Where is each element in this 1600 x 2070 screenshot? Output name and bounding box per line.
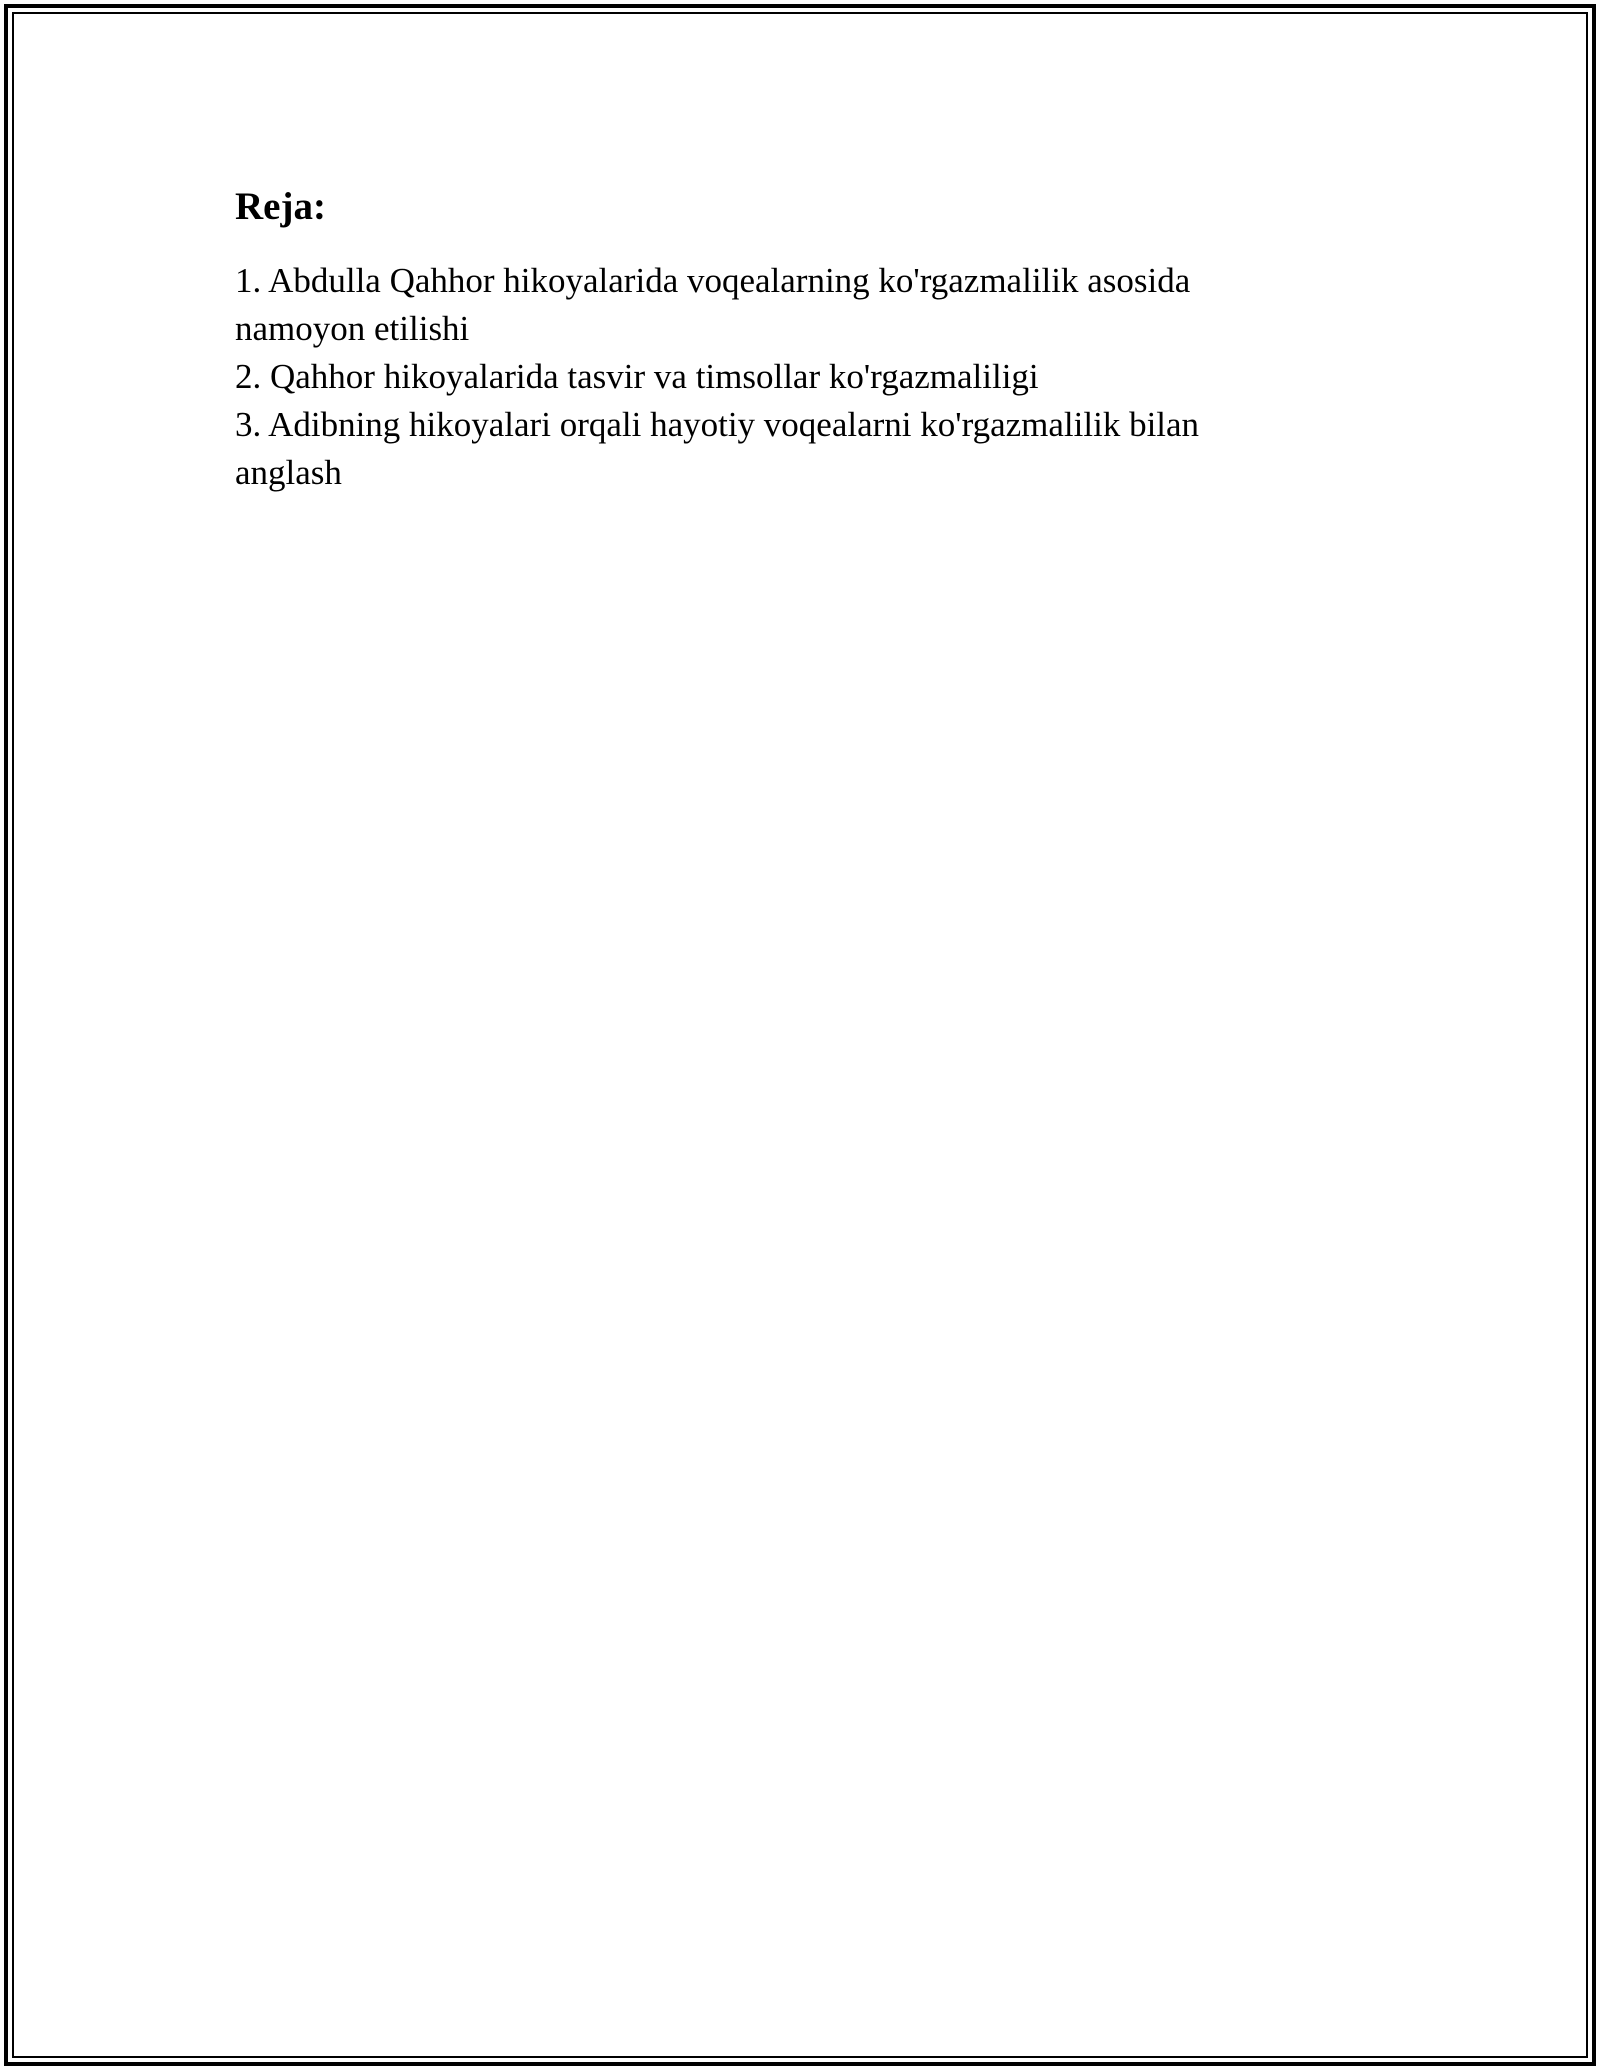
plan-list: [235, 257, 1295, 497]
plan-item-3: 3. Adibning hikoyalari orqali hayotiy voqealarni ko'rgazmalilik bilan anglash: [235, 404, 1200, 492]
page-content: [235, 184, 1295, 497]
plan-item-2: 2. Qahhor hikoyalarida tasvir va timsollar ko'rgazmaliligi: [235, 356, 1039, 396]
plan-heading: Reja:: [235, 185, 326, 228]
plan-item-1: 1. Abdulla Qahhor hikoyalarida voqealarning ko'rgazmalilik asosida namoyon etilishi: [235, 260, 1191, 348]
